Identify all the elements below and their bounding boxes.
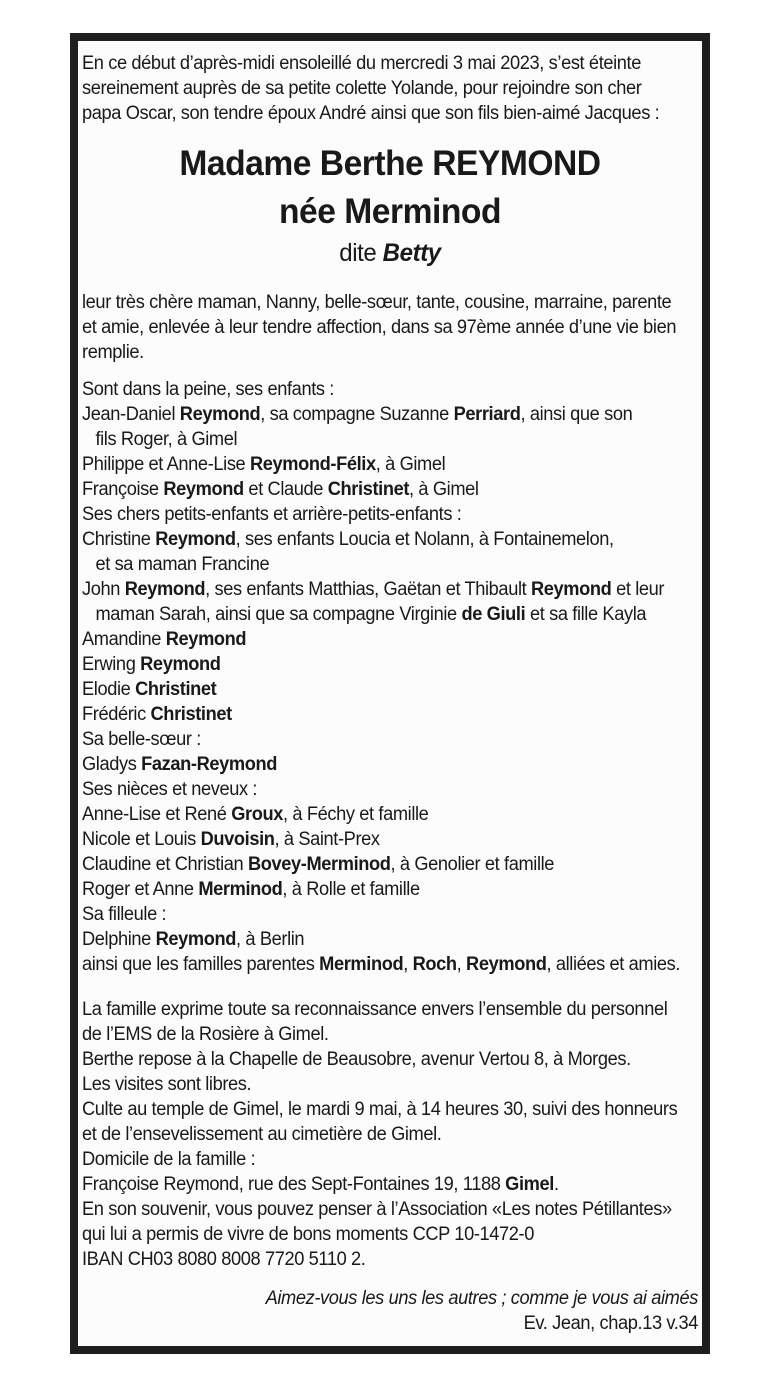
text-segment: Ses nièces et neveux : (82, 779, 258, 800)
text-line (82, 997, 673, 1022)
text-line (82, 627, 673, 652)
quote-block (82, 1286, 698, 1336)
text-line (82, 727, 673, 752)
text-segment: Berthe repose à la Chapelle de Beausobre, avenur Vertou 8, à Morges. (82, 1049, 631, 1070)
text-segment: Reymond-Félix (250, 454, 376, 475)
text-segment: remplie. (82, 342, 144, 363)
text-line (82, 802, 673, 827)
text-line (82, 1172, 673, 1197)
text-segment: , ainsi que son (520, 404, 633, 425)
text-segment: Reymond (530, 579, 612, 600)
text-segment: Nicole et Louis (82, 829, 201, 850)
text-line (82, 1247, 673, 1272)
text-segment: Sa belle-sœur : (82, 729, 201, 750)
text-segment: Reymond (179, 404, 261, 425)
text-segment: leur très chère maman, Nanny, belle-sœur, tante, cousine, marraine, parente (82, 292, 672, 313)
text-segment: Christinet (150, 704, 232, 725)
text-line (82, 577, 673, 602)
deceased-name-block (82, 140, 698, 236)
text-line (82, 927, 673, 952)
text-line (82, 51, 673, 76)
text-segment: sereinement auprès de sa petite colette Yolande, pour rejoindre son cher (82, 78, 642, 99)
text-line (82, 377, 673, 402)
text-segment: Reymond (466, 954, 547, 975)
text-line (82, 315, 677, 340)
text-segment: , (403, 954, 413, 975)
text-line (82, 902, 673, 927)
text-segment: , à Gimel (409, 479, 479, 500)
text-line (94, 140, 685, 188)
text-segment: Reymond (163, 479, 244, 500)
text-segment: Claudine et Christian (82, 854, 248, 875)
text-segment: , à Gimel (375, 454, 446, 475)
text-segment: Domicile de la famille : (82, 1149, 256, 1170)
text-segment: , ses enfants Loucia et Nolann, à Fontainemelon, (235, 529, 614, 550)
text-line (82, 777, 673, 802)
text-segment: , à Féchy et famille (283, 804, 429, 825)
text-line (82, 452, 673, 477)
text-segment: Culte au temple de Gimel, le mardi 9 mai, à 14 heures 30, suivi des honneurs (82, 1099, 678, 1120)
text-line (82, 1047, 673, 1072)
text-line (82, 677, 673, 702)
text-segment: Ev. Jean, chap.13 v.34 (523, 1313, 698, 1334)
text-segment: , à Berlin (236, 929, 305, 950)
text-line (82, 602, 673, 627)
text-line (82, 1072, 673, 1097)
text-segment: Amandine (82, 629, 166, 650)
text-segment: , à Saint-Prex (274, 829, 380, 850)
text-segment: Christinet (135, 679, 217, 700)
text-line (82, 1222, 673, 1247)
text-line (82, 1122, 673, 1147)
text-line (82, 877, 673, 902)
text-line (82, 827, 673, 852)
text-line (82, 552, 673, 577)
nickname-block (82, 236, 698, 270)
text-segment: Roch (412, 954, 457, 975)
text-segment: , à Rolle et famille (282, 879, 420, 900)
text-segment: Gladys (82, 754, 142, 775)
text-line (82, 477, 673, 502)
text-segment: de l’EMS de la Rosière à Gimel. (82, 1024, 329, 1045)
text-line (82, 290, 673, 315)
family-intro-block (82, 290, 698, 365)
text-line (82, 101, 673, 126)
notice-body (78, 41, 702, 1346)
text-segment: Madame Berthe REYMOND (179, 144, 601, 183)
text-line (82, 952, 681, 977)
text-segment: Sont dans la peine, ses enfants : (82, 379, 334, 400)
text-segment: née Merminod (278, 192, 501, 231)
text-segment: Merminod (319, 954, 404, 975)
text-line (82, 76, 673, 101)
text-segment: Reymond (165, 629, 247, 650)
text-line (82, 502, 673, 527)
text-line (82, 427, 673, 452)
text-segment: Philippe et Anne-Lise (82, 454, 250, 475)
text-line (82, 1022, 673, 1047)
text-line (107, 1311, 698, 1336)
text-line (82, 1197, 673, 1222)
text-segment: Françoise (82, 479, 164, 500)
text-segment: dite (339, 239, 383, 267)
text-line (107, 1286, 698, 1311)
text-segment: Christine (82, 529, 156, 550)
text-line (82, 752, 673, 777)
text-segment: et sa fille Kayla (525, 604, 647, 625)
text-segment: Reymond (140, 654, 221, 675)
text-segment: de Giuli (461, 604, 526, 625)
text-segment: Jean-Daniel (82, 404, 180, 425)
text-segment: Reymond (155, 529, 236, 550)
text-segment: Gimel (505, 1174, 554, 1195)
text-line (82, 1097, 678, 1122)
text-line (94, 188, 685, 236)
text-segment: Duvoisin (200, 829, 275, 850)
text-segment: et amie, enlevée à leur tendre affection, dans sa 97ème année d’une vie bien (82, 317, 677, 338)
text-segment: , à Genolier et famille (390, 854, 555, 875)
text-segment: Roger et Anne (82, 879, 199, 900)
text-segment: En ce début d’après-midi ensoleillé du mercredi 3 mai 2023, s’est éteinte (82, 53, 642, 74)
text-segment: Anne-Lise et René (82, 804, 232, 825)
text-segment: et de l’ensevelissement au cimetière de Gimel. (82, 1124, 442, 1145)
text-segment: . (553, 1174, 559, 1195)
text-segment: Reymond (124, 579, 206, 600)
obituary-frame (70, 33, 710, 1354)
text-segment: qui lui a permis de vivre de bons moments CCP 10-1472-0 (82, 1224, 535, 1245)
text-segment: Perriard (453, 404, 521, 425)
text-segment: Erwing (82, 654, 141, 675)
text-segment: Delphine (82, 929, 156, 950)
text-line (94, 236, 685, 270)
text-segment: et Claude (243, 479, 328, 500)
text-segment: et leur (611, 579, 665, 600)
text-segment: papa Oscar, son tendre époux André ainsi que son fils bien-aimé Jacques : (82, 103, 660, 124)
text-segment: Aimez-vous les uns les autres ; comme je vous ai aimés (265, 1288, 698, 1309)
text-segment: , sa compagne Suzanne (260, 404, 454, 425)
text-line (82, 652, 673, 677)
text-segment: Christinet (327, 479, 410, 500)
text-segment: Reymond (155, 929, 237, 950)
text-segment: ainsi que les familles parentes (82, 954, 320, 975)
mourners-block (82, 377, 698, 977)
text-line (82, 1147, 673, 1172)
text-segment: Sa filleule : (82, 904, 167, 925)
text-segment: , (456, 954, 467, 975)
text-segment: John (82, 579, 125, 600)
text-segment: fils Roger, à Gimel (95, 429, 238, 450)
text-segment: , alliées et amies. (546, 954, 681, 975)
text-segment: Fazan-Reymond (141, 754, 278, 775)
text-segment: Betty (382, 239, 441, 267)
text-line (82, 402, 673, 427)
text-segment: Ses chers petits-enfants et arrière-petits-enfants : (82, 504, 462, 525)
text-segment: Elodie (82, 679, 136, 700)
intro-block (82, 51, 698, 126)
text-segment: Frédéric (82, 704, 151, 725)
text-segment: Bovey-Merminod (247, 854, 391, 875)
text-segment: maman Sarah, ainsi que sa compagne Virginie (95, 604, 462, 625)
text-segment: La famille exprime toute sa reconnaissance envers l’ensemble du personnel (82, 999, 668, 1020)
text-line (82, 340, 673, 365)
text-segment: En son souvenir, vous pouvez penser à l’Association «Les notes Pétillantes» (82, 1199, 672, 1220)
text-segment: Les visites sont libres. (82, 1074, 252, 1095)
text-segment: Groux (231, 804, 284, 825)
text-segment: Françoise Reymond, rue des Sept-Fontaines 19, 1188 (82, 1174, 506, 1195)
text-line (82, 527, 673, 552)
text-segment: , ses enfants Matthias, Gaëtan et Thibault (205, 579, 531, 600)
text-segment: Merminod (198, 879, 283, 900)
text-line (82, 852, 673, 877)
text-segment: IBAN CH03 8080 8008 7720 5110 2. (82, 1249, 366, 1270)
info-block (82, 997, 698, 1272)
text-segment: et sa maman Francine (95, 554, 270, 575)
text-line (82, 702, 673, 727)
